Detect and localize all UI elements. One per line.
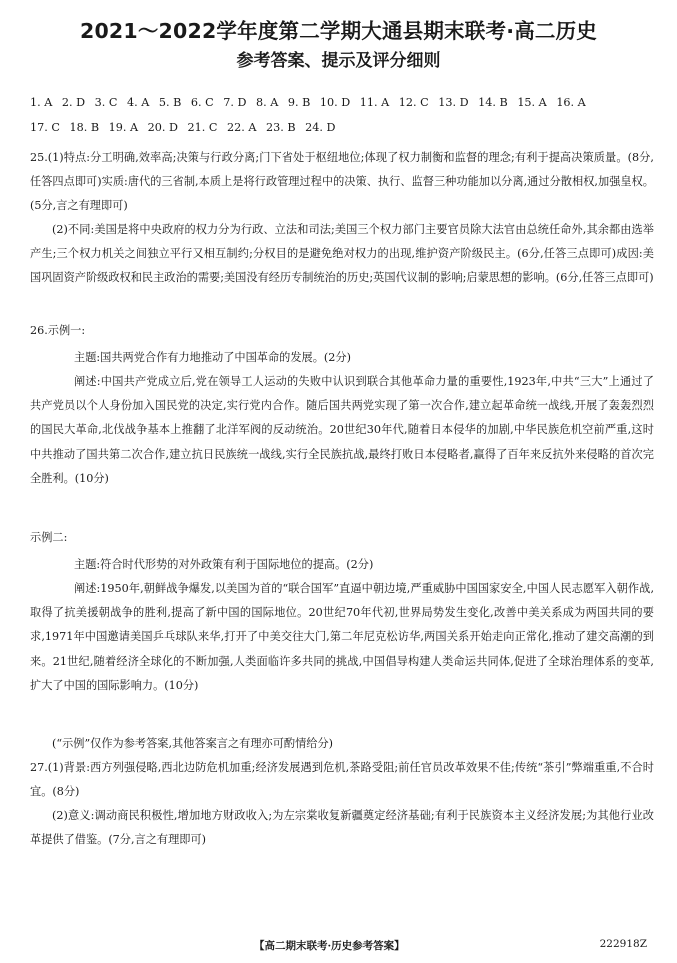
answer-item: 10. D	[319, 96, 351, 109]
answer-item: 7. D	[223, 96, 247, 109]
q27-part1: 27.(1)背景:西方列强侵略,西北边防危机加重;经济发展遇到危机,茶路受阻;前任官员改革效果不佳;传统“茶引”弊端重重,不合时宜。(8分)	[30, 761, 654, 799]
answer-item: 3. C	[94, 96, 118, 109]
answer-item: 19. A	[108, 121, 139, 134]
answer-item: 11. A	[359, 96, 390, 109]
answer-item: 17. C	[30, 121, 60, 134]
answer-item: 24. D	[305, 121, 336, 134]
answer-item: 5. B	[158, 96, 182, 109]
answer-item: 23. B	[266, 121, 296, 134]
q25-part2: (2)不同:美国是将中央政府的权力分为行政、立法和司法;美国三个权力部门主要官员除大法官由总统任命外,其余都由选举产生;三个权力机关之间独立平行又相互制约;分权目的是避免绝对权力的出现,维护资产阶级民主。(6分,任答三点即可)成因:美国巩固资产阶级政权和民主政治的需要;美国没有经历专制统治的历史;英国代议制的影响;启蒙思想的影响。(6分,任答三点即可)	[30, 223, 654, 285]
q26-note: (“示例”仅作为参考答案,其他答案言之有理亦可酌情给分)	[52, 737, 334, 750]
q25-part1: 25.(1)特点:分工明确,效率高;决策与行政分离;门下省处于枢纽地位;体现了权力制衡和监督的理念;有利于提高决策质量。(8分,任答四点即可)实质:唐代的三省制,本质上是将行政管理过程中的决策、执行、监督三种功能加以分离,通过分散相权,加强皇权。(5分,言之有理即可)	[30, 151, 654, 213]
answer-item: 21. C	[187, 121, 218, 134]
answer-item: 6. C	[190, 96, 214, 109]
answer-item: 2. D	[61, 96, 86, 109]
answer-item: 14. B	[478, 96, 508, 109]
q26-example2-body: 阐述:1950年,朝鲜战争爆发,以美国为首的“联合国军”直逼中朝边境,严重威胁中国国家安全,中国人民志愿军入朝作战,取得了抗美援朝战争的胜利,提高了新中国的国际地位。20世纪70年代初,世界局势发生变化,改善中美关系成为两国共同的要求,1971年中国邀请美国乒乓球队来华,打开了中美交往大门,第二年尼克松访华,两国关系开始走向正常化,推动了建交高潮的到来。21世纪,随着经济全球化的不断加强,人类面临许多共同的挑战,中国倡导构建人类命运共同体,促进了全球治理体系的变革,扩大了中国的国际影响力。(10分)	[30, 582, 654, 692]
answer-item: 13. D	[438, 96, 469, 109]
answer-item: 8. A	[256, 96, 279, 109]
answer-item: 18. B	[69, 121, 100, 134]
answer-item: 12. C	[398, 96, 429, 109]
answer-item: 16. A	[556, 96, 586, 109]
q26-example2-theme: 主题:符合时代形势的对外政策有利于国际地位的提高。(2分)	[74, 558, 374, 571]
answer-item: 9. B	[287, 96, 311, 109]
answer-item: 22. A	[227, 121, 257, 134]
answer-row-1	[30, 96, 655, 109]
page-subtitle: 参考答案、提示及评分细则	[236, 51, 441, 71]
answer-item: 1. A	[30, 96, 53, 109]
q26-example1-theme: 主题:国共两党合作有力地推动了中国革命的发展。(2分)	[74, 351, 351, 364]
q26-label: 26.示例一:	[30, 324, 86, 337]
answer-item: 15. A	[517, 96, 547, 109]
footer-code: 222918Z	[599, 938, 647, 950]
answer-row-2	[30, 121, 655, 134]
footer-title: 【高二期末联考·历史参考答案】	[254, 940, 405, 952]
answer-item: 4. A	[127, 96, 150, 109]
q27-part2: (2)意义:调动商民积极性,增加地方财政收入;为左宗棠收复新疆奠定经济基础;有利于民族资本主义经济发展;为其他行业改革提供了借鉴。(7分,言之有理即可)	[30, 809, 654, 847]
q26-example1-body: 阐述:中国共产党成立后,党在领导工人运动的失败中认识到联合其他革命力量的重要性,1923年,中共“三大”上通过了共产党员以个人身份加入国民党的决定,实行党内合作。随后国共两党实现了第一次合作,建立起革命统一战线,开展了轰轰烈烈的国民大革命,北伐战争基本上推翻了北洋军阀的反动统治。20世纪30年代,随着日本侵华的加剧,中华民族危机空前严重,这时中共推动了国共第二次合作,建立抗日民族统一战线,实行全民族抗战,最终打败日本侵略者,赢得了百年来反抗外来侵略的首次完全胜利。(10分)	[30, 375, 654, 485]
page-title: 2021～2022学年度第二学期大通县期末联考·高二历史	[80, 19, 597, 43]
answer-item: 20. D	[147, 121, 178, 134]
q26-example2-label: 示例二:	[30, 531, 68, 544]
